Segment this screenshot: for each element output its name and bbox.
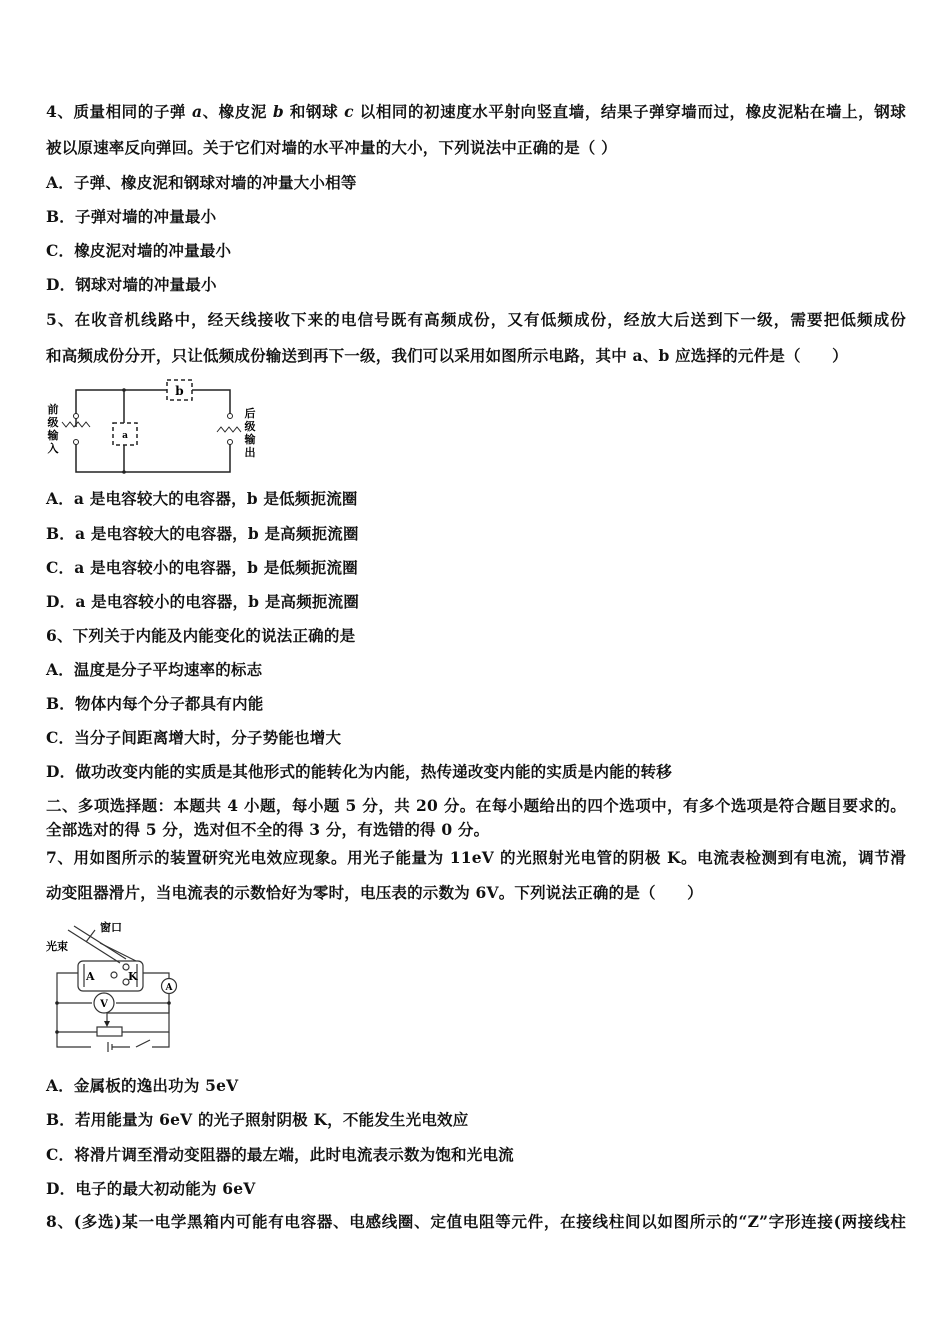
q5-option-b: B．a 是电容较大的电容器，b 是高频扼流圈 — [46, 524, 359, 543]
q7-option-b: B．若用能量为 6eV 的光子照射阴极 K，不能发生光电效应 — [46, 1110, 469, 1129]
q6-stem: 6、下列关于内能及内能变化的说法正确的是 — [46, 626, 356, 645]
svg-text:输: 输 — [47, 429, 59, 442]
svg-text:入: 入 — [47, 442, 59, 455]
q5-circuit-figure — [40, 370, 270, 480]
label-voltmeter: V — [100, 999, 108, 1010]
q6-option-d: D．做功改变内能的实质是其他形式的能转化为内能，热传递改变内能的实质是内能的转移 — [46, 762, 672, 781]
svg-text:出: 出 — [244, 446, 256, 459]
q4-option-b: B．子弹对墙的冲量最小 — [46, 207, 217, 226]
q5-option-a: A．a 是电容较大的电容器，b 是低频扼流圈 — [46, 489, 358, 508]
label-beam: 光束 — [46, 940, 68, 953]
q4-option-d: D．钢球对墙的冲量最小 — [46, 275, 217, 294]
section2-instructions-line2: 全部选对的得 5 分，选对但不全的得 3 分，有选错的得 0 分。 — [46, 820, 490, 839]
q4-option-c: C．橡皮泥对墙的冲量最小 — [46, 241, 232, 260]
q4-option-a: A．子弹、橡皮泥和钢球对墙的冲量大小相等 — [46, 173, 357, 192]
q5-stem-line2: 和高频成份分开，只让低频成份输送到再下一级，我们可以采用如图所示电路，其中 a、b 应选择的元件是（ ） — [46, 346, 848, 365]
q6-option-c: C．当分子间距离增大时，分子势能也增大 — [46, 728, 342, 747]
q7-option-a: A．金属板的逸出功为 5eV — [46, 1076, 239, 1095]
label-anode: A — [86, 970, 95, 983]
label-ammeter: A — [165, 983, 173, 993]
svg-text:前: 前 — [47, 403, 59, 416]
label-cathode: K — [128, 970, 138, 983]
q7-photoelectric-figure — [40, 915, 200, 1060]
q7-stem-line1: 7、用如图所示的装置研究光电效应现象。用光子能量为 11eV 的光照射光电管的阴极 K。电流表检测到有电流，调节滑 — [46, 848, 906, 867]
q5-option-d: D．a 是电容较小的电容器，b 是高频扼流圈 — [46, 592, 360, 611]
label-a: a — [122, 431, 128, 441]
svg-text:输: 输 — [244, 433, 256, 446]
q8-stem-line1: 8、(多选)某一电学黑箱内可能有电容器、电感线圈、定值电阻等元件，在接线柱间以如图所示的“Z”字形连接(两接线柱 — [46, 1212, 906, 1231]
svg-text:级: 级 — [244, 420, 256, 433]
q5-stem-line1: 5、在收音机线路中，经天线接收下来的电信号既有高频成份，又有低频成份，经放大后送到下一级，需要把低频成份 — [46, 310, 906, 329]
q5-option-c: C．a 是电容较小的电容器，b 是低频扼流圈 — [46, 558, 358, 577]
svg-text:级: 级 — [47, 416, 59, 429]
section2-instructions-line1: 二、多项选择题：本题共 4 小题，每小题 5 分，共 20 分。在每小题给出的四个选项中，有多个选项是符合题目要求的。 — [46, 796, 906, 815]
q6-option-b: B．物体内每个分子都具有内能 — [46, 694, 264, 713]
q4-stem-line2: 被以原速率反向弹回。关于它们对墙的水平冲量的大小，下列说法中正确的是（ ） — [46, 138, 617, 157]
q7-option-d: D．电子的最大初动能为 6eV — [46, 1179, 256, 1198]
q6-option-a: A．温度是分子平均速率的标志 — [46, 660, 263, 679]
label-window: 窗口 — [100, 921, 122, 934]
label-b: b — [175, 384, 184, 398]
q4-stem-line1: 4、质量相同的子弹 a、橡皮泥 b 和钢球 c 以相同的初速度水平射向竖直墙，结果子弹穿墙而过，橡皮泥粘在墙上，钢球 — [46, 102, 907, 121]
q7-option-c: C．将滑片调至滑动变阻器的最左端，此时电流表示数为饱和光电流 — [46, 1145, 514, 1164]
svg-text:后: 后 — [244, 407, 256, 420]
q7-stem-line2: 动变阻器滑片，当电流表的示数恰好为零时，电压表的示数为 6V。下列说法正确的是（ ） — [46, 883, 703, 902]
